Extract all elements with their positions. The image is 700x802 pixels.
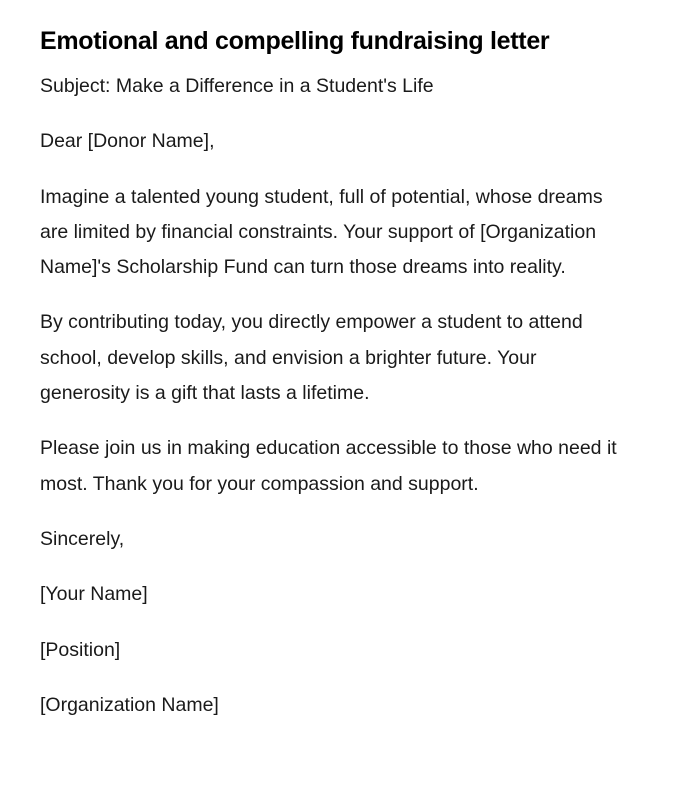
signature-name: [Your Name] [40, 583, 148, 606]
letter-subject: Subject: Make a Difference in a Student's Life [40, 75, 434, 97]
signature-position: [Position] [40, 638, 121, 661]
signature-organization: [Organization Name] [40, 693, 219, 716]
letter-closing: Sincerely, [40, 527, 125, 550]
letter-paragraph-2: By contributing today, you directly empower a student to attend school, develop skills, and envision a brighter future. Your generosity is a gift that lasts a lifetime. [40, 311, 583, 405]
letter-paragraph-3: Please join us in making education accessible to those who need it most. Thank you for your compassion and support. [40, 437, 617, 495]
letter-paragraph-1: Imagine a talented young student, full of potential, whose dreams are limited by financial constraints. Your support of [Organization Name]'s Scholarship Fund can turn those dreams into reality. [40, 185, 603, 279]
letter-salutation: Dear [Donor Name], [40, 130, 215, 153]
letter-title: Emotional and compelling fundraising letter [40, 27, 550, 55]
